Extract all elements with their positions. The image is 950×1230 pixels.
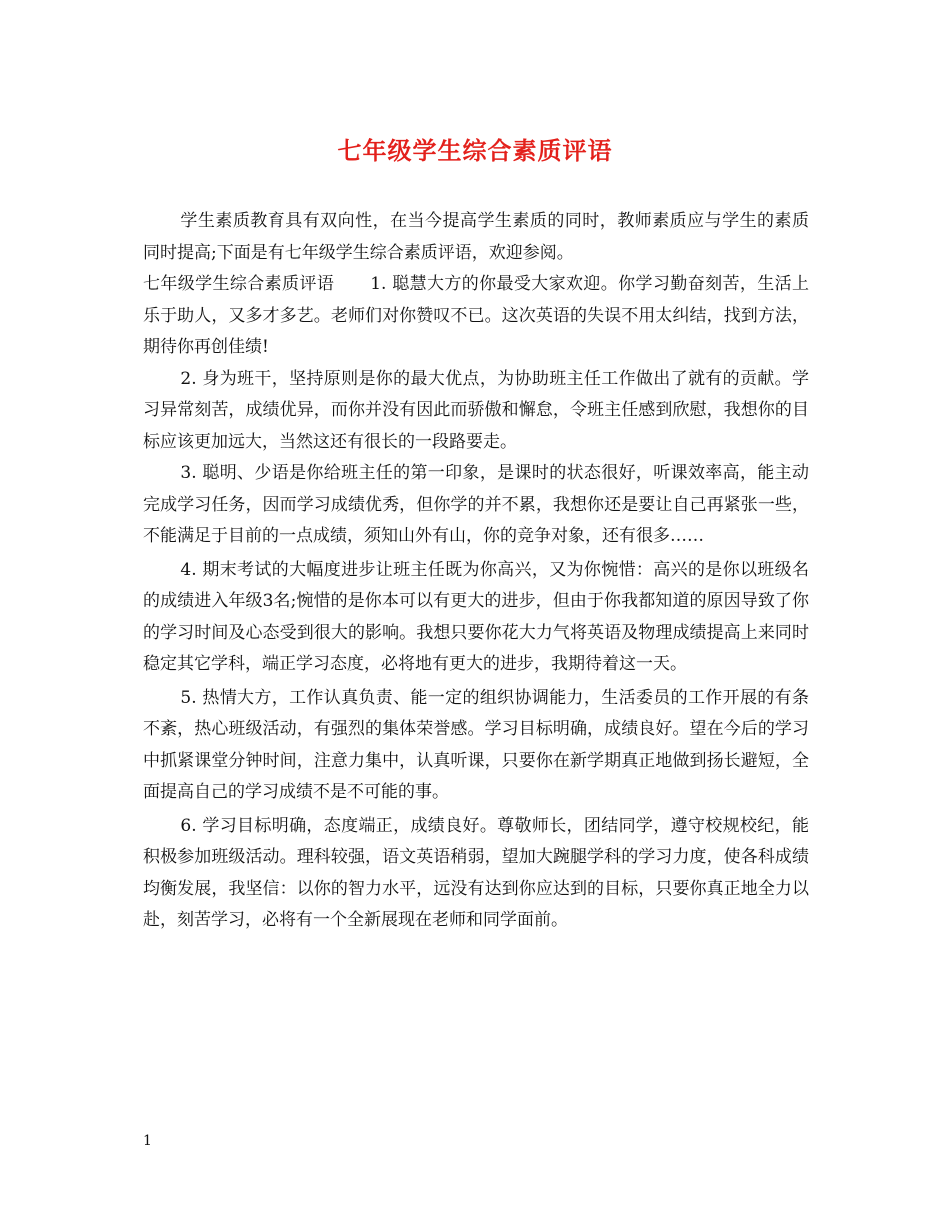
comment-item-1: 1. 聪慧大方的你最受大家欢迎。你学习勤奋刻苦，生活上乐于助人，又多才多艺。老师们对你赞叹不已。这次英语的失误不用太纠结，找到方法，期待你再创佳绩! bbox=[143, 274, 809, 357]
page-number: 1 bbox=[143, 1133, 152, 1149]
document-body bbox=[143, 206, 809, 937]
comment-item-6: 6. 学习目标明确，态度端正，成绩良好。尊敬师长，团结同学，遵守校规校纪，能积极参加班级活动。理科较强，语文英语稍弱，望加大踠腿学科的学习力度，使各科成绩均衡发展，我坚信：以你的智力水平，远没有达到你应达到的目标，只要你真正地全力以赴，刻苦学习，必将有一个全新展现在老师和同学面前。 bbox=[143, 815, 809, 930]
heading-with-item-1 bbox=[143, 269, 809, 364]
comment-item-2: 2. 身为班干，坚持原则是你的最大优点，为协助班主任工作做出了就有的贡献。学习异常刻苦，成绩优异，而你并没有因此而骄傲和懈怠，令班主任感到欣慰，我想你的目标应该更加远大，当然这还有很长的一段路要走。 bbox=[143, 368, 809, 452]
intro-paragraph: 学生素质教育具有双向性，在当今提高学生素质的同时，教师素质应与学生的素质同时提高;下面是有七年级学生综合素质评语，欢迎参阅。 bbox=[143, 211, 809, 263]
comment-item-3: 3. 聪明、少语是你给班主任的第一印象，是课时的状态很好，听课效率高，能主动完成学习任务，因而学习成绩优秀，但你学的并不累，我想你还是要让自己再紧张一些，不能满足于目前的一点成绩，须知山外有山，你的竞争对象，还有很多…… bbox=[143, 463, 809, 546]
comment-item-4: 4. 期末考试的大幅度进步让班主任既为你高兴，又为你惋惜：高兴的是你以班级名的成绩进入年级3名;惋惜的是你本可以有更大的进步，但由于你我都知道的原因导致了你的学习时间及心态受到很大的影响。我想只要你花大力气将英语及物理成绩提高上来同时稳定其它学科，端正学习态度，必将地有更大的进步，我期待着这一天。 bbox=[143, 559, 809, 674]
document-title: 七年级学生综合素质评语 bbox=[337, 136, 613, 165]
comment-item-5: 5. 热情大方，工作认真负责、能一定的组织协调能力，生活委员的工作开展的有条不紊，热心班级活动，有强烈的集体荣誉感。学习目标明确，成绩良好。望在今后的学习中抓紧课堂分钟时间，注意力集中，认真听课，只要你在新学期真正地做到扬长避短，全面提高自己的学习成绩不是不可能的事。 bbox=[143, 687, 809, 802]
section-heading: 七年级学生综合素质评语 bbox=[143, 274, 335, 294]
